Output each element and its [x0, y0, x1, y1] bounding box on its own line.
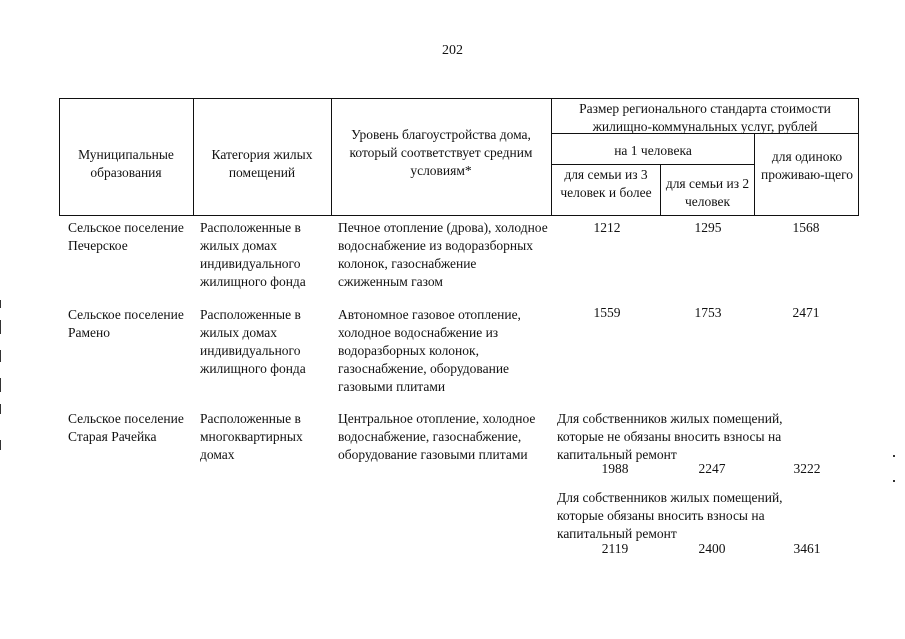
value-single: 3222 — [793, 461, 821, 476]
housing-category: Расположенные в многоквартирных домах — [200, 411, 303, 462]
amenity-level: Печное отопление (дрова), холодное водоснабжение из водоразборных колонок, газоснабжение сжиженным газом — [338, 220, 548, 289]
housing-category: Расположенные в жилых домах индивидуального жилищного фонда — [200, 220, 306, 289]
value-family2: 2247 — [698, 461, 726, 476]
header-category: Категория жилых помещений — [211, 147, 313, 180]
municipal-name: Сельское поселение Печерское — [68, 220, 184, 253]
header-family3: для семьи из 3 человек и более — [560, 167, 652, 200]
subgroup-note: Для собственников жилых помещений, которые обязаны вносить взносы на капитальный ремонт — [557, 490, 783, 541]
value-single: 3461 — [793, 541, 821, 556]
header-single: для одиноко проживаю-щего — [760, 149, 854, 182]
value-single: 2471 — [792, 305, 820, 320]
housing-category: Расположенные в жилых домах индивидуального жилищного фонда — [200, 307, 306, 376]
header-per-person: на 1 человека — [614, 143, 692, 158]
municipal-name: Сельское поселение Рамено — [68, 307, 184, 340]
value-family2: 1295 — [694, 220, 722, 235]
value-single: 1568 — [792, 220, 820, 235]
amenity-level: Автономное газовое отопление, холодное водоснабжение из водоразборных колонок, газоснабжение, оборудование газовыми плитами — [338, 307, 521, 394]
value-family3: 1212 — [593, 220, 621, 235]
header-standard-size: Размер регионального стандарта стоимости жилищно-коммунальных услуг, рублей — [579, 101, 831, 134]
subgroup-note: Для собственников жилых помещений, которые не обязаны вносить взносы на капитальный ремонт — [557, 411, 783, 462]
header-level: Уровень благоустройства дома, который соответствует средним условиям* — [349, 127, 533, 178]
value-family2: 1753 — [694, 305, 722, 320]
value-family3: 1988 — [601, 461, 629, 476]
amenity-level: Центральное отопление, холодное водоснабжение, газоснабжение, оборудование газовыми плитами — [338, 411, 536, 462]
header-municipal: Муниципальные образования — [78, 147, 174, 180]
page-number: 202 — [442, 43, 463, 58]
header-family2: для семьи из 2 человек — [665, 176, 750, 209]
municipal-name: Сельское поселение Старая Рачейка — [68, 411, 184, 444]
value-family3: 1559 — [593, 305, 621, 320]
value-family3: 2119 — [601, 541, 629, 556]
value-family2: 2400 — [698, 541, 726, 556]
